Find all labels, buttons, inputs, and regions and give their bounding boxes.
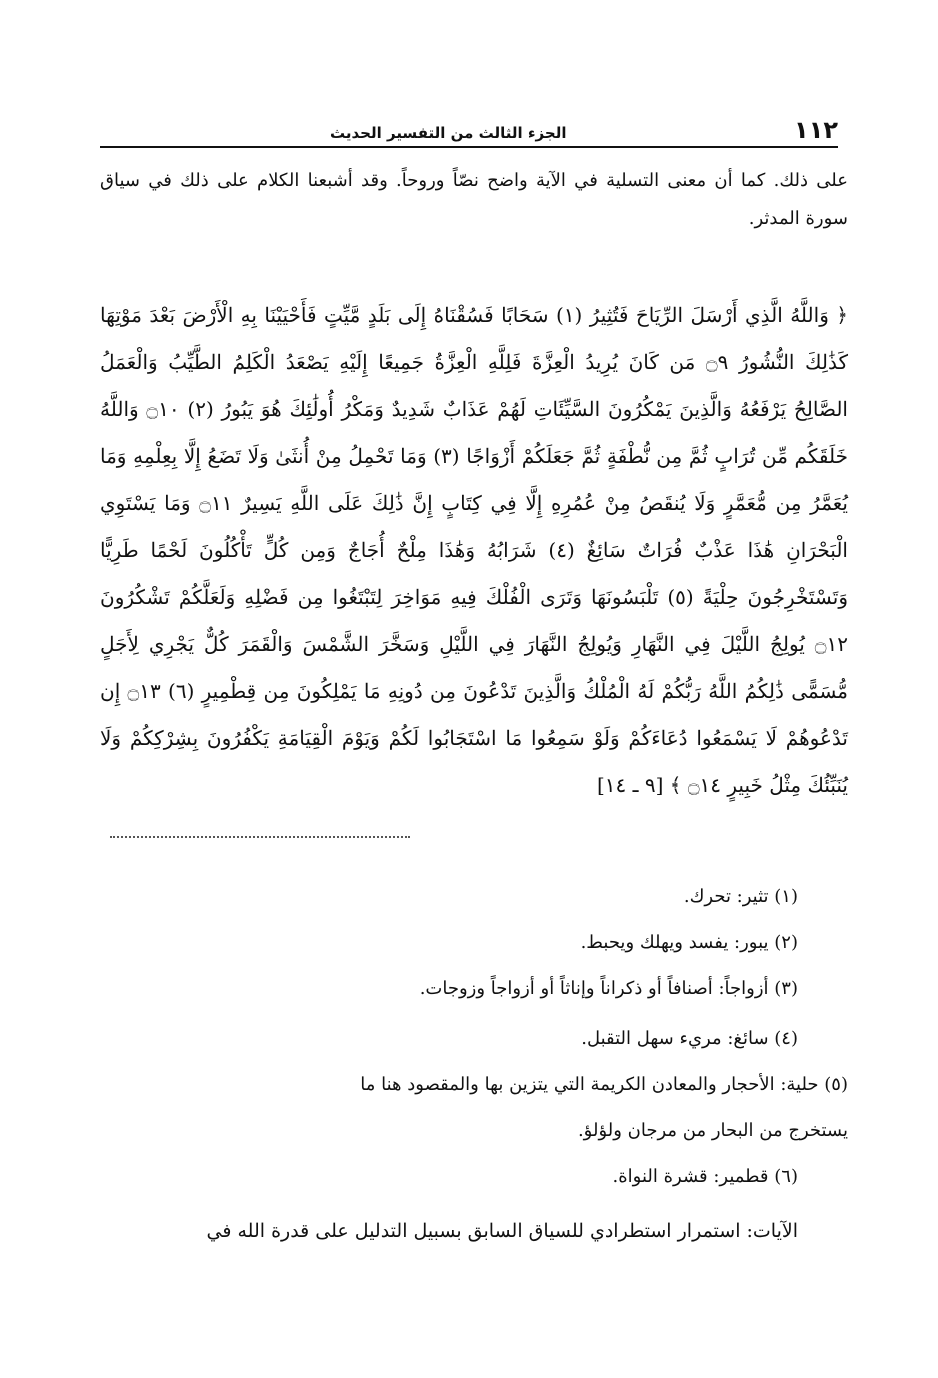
footnote-separator <box>110 836 410 838</box>
footnote-3: (٣) أزواجاً: أصنافاً أو ذكراناً وإناثاً أو أزواجاً وزوجات. <box>419 978 798 999</box>
page-header <box>100 112 838 148</box>
footnote-4: (٤) سائغ: مريء سهل التقبل. <box>581 1028 798 1049</box>
page-number: ١١٢ <box>794 116 838 144</box>
running-title: الجزء الثالث من التفسير الحديث <box>330 124 567 142</box>
footnote-6: (٦) قطمير: قشرة النواة. <box>612 1166 798 1187</box>
footnote-5-continuation: يستخرج من البحار من مرجان ولؤلؤ. <box>577 1120 848 1141</box>
footnote-2: (٢) يبور: يفسد ويهلك ويحبط. <box>580 932 798 953</box>
footnote-5: (٥) حلية: الأحجار والمعادن الكريمة التي يتزين بها والمقصود هنا ما <box>360 1074 848 1095</box>
intro-paragraph: على ذلك. كما أن معنى التسلية في الآية واضح نصّاً وروحاً. وقد أشبعنا الكلام على ذلك في سياق سورة المدثر. <box>100 170 848 229</box>
quran-verses: ﴿ وَاللَّهُ الَّذِي أَرْسَلَ الرِّيَاحَ فَتُثِيرُ (١) سَحَابًا فَسُقْنَاهُ إِلَى بَلَدٍ مَّيِّتٍ فَأَحْيَيْنَا بِهِ الْأَرْضَ بَعْدَ مَوْتِهَا كَذَٰلِكَ النُّشُورُ ۝٩ مَن كَانَ يُرِيدُ الْعِزَّةَ فَلِلَّهِ الْعِزَّةُ جَمِيعًا إِلَيْهِ يَصْعَدُ الْكَلِمُ الطَّيِّبُ وَالْعَمَلُ الصَّالِحُ يَرْفَعُهُ وَالَّذِينَ يَمْكُرُونَ السَّيِّئَاتِ لَهُمْ عَذَابٌ شَدِيدٌ وَمَكْرُ أُولَٰئِكَ هُوَ يَبُورُ (٢) ۝١٠ وَاللَّهُ خَلَقَكُم مِّن تُرَابٍ ثُمَّ مِن نُّطْفَةٍ ثُمَّ جَعَلَكُمْ أَزْوَاجًا (٣) وَمَا تَحْمِلُ مِنْ أُنثَىٰ وَلَا تَضَعُ إِلَّا بِعِلْمِهِ وَمَا يُعَمَّرُ مِن مُّعَمَّرٍ وَلَا يُنقَصُ مِنْ عُمُرِهِ إِلَّا فِي كِتَابٍ إِنَّ ذَٰلِكَ عَلَى اللَّهِ يَسِيرٌ ۝١١ وَمَا يَسْتَوِي الْبَحْرَانِ هَٰذَا عَذْبٌ فُرَاتٌ سَائِغٌ (٤) شَرَابُهُ وَهَٰذَا مِلْحٌ أُجَاجٌ وَمِن كُلٍّ تَأْكُلُونَ لَحْمًا طَرِيًّا وَتَسْتَخْرِجُونَ حِلْيَةً (٥) تَلْبَسُونَهَا وَتَرَى الْفُلْكَ فِيهِ مَوَاخِرَ لِتَبْتَغُوا مِن فَضْلِهِ وَلَعَلَّكُمْ تَشْكُرُونَ ۝١٢ يُولِجُ اللَّيْلَ فِي النَّهَارِ وَيُولِجُ النَّهَارَ فِي اللَّيْلِ وَسَخَّرَ الشَّمْسَ وَالْقَمَرَ كُلٌّ يَجْرِي لِأَجَلٍ مُّسَمًّى ذَٰلِكُمُ اللَّهُ رَبُّكُمْ لَهُ الْمُلْكُ وَالَّذِينَ تَدْعُونَ مِن دُونِهِ مَا يَمْلِكُونَ مِن قِطْمِيرٍ (٦) ۝١٣ إِن تَدْعُوهُمْ لَا يَسْمَعُوا دُعَاءَكُمْ وَلَوْ سَمِعُوا مَا اسْتَجَابُوا لَكُمْ وَيَوْمَ الْقِيَامَةِ يَكْفُرُونَ بِشِرْكِكُمْ وَلَا يُنَبِّئُكَ مِثْلُ خَبِيرٍ ۝١٤ ﴾ [٩ ـ ١٤] <box>100 303 849 797</box>
footnote-1: (١) تثير: تحرك. <box>683 886 798 907</box>
closing-paragraph: الآيات: استمرار استطرادي للسياق السابق بسبيل التدليل على قدرة الله في <box>206 1220 798 1242</box>
